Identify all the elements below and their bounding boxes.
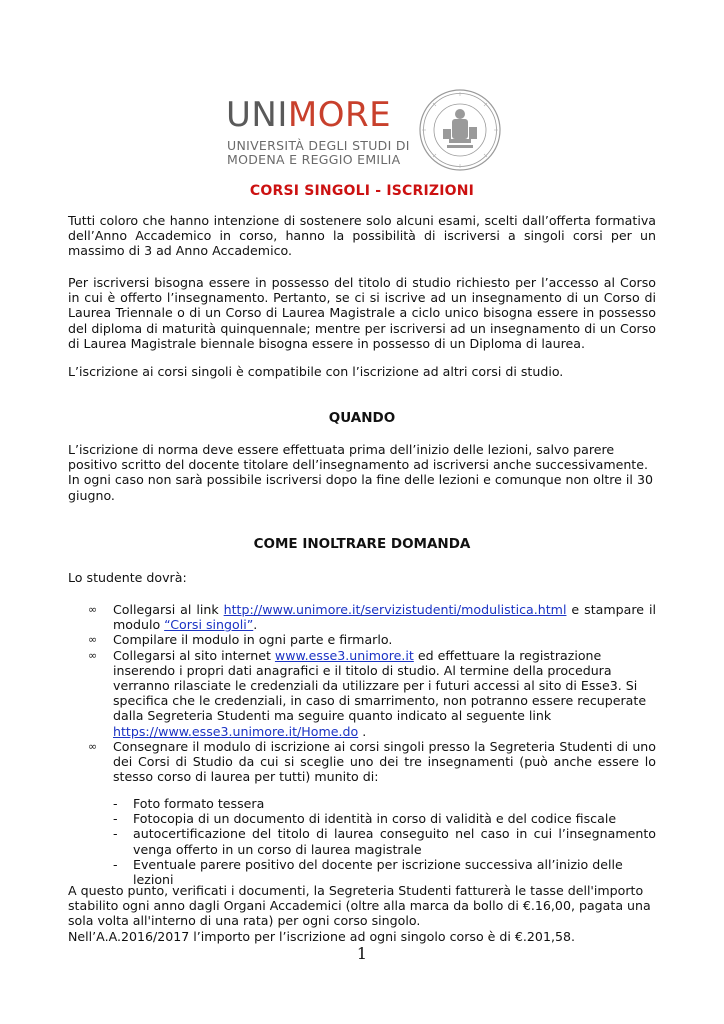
intro-paragraph-1: Tutti coloro che hanno intenzione di sostenere solo alcuni esami, scelti dall’offerta formativa dell’Anno Accademico in corso, hanno la possibilità di iscriversi a singoli corsi per un massimo di 3 ad Anno Accademico.	[68, 213, 656, 259]
logo-wordmark	[226, 95, 391, 135]
fee-paragraph: Nell’A.A.2016/2017 l’importo per l’iscrizione ad ogni singolo corso è di €.201,58.	[68, 929, 575, 944]
logo-subtitle-line1: UNIVERSITÀ DEGLI STUDI DI	[227, 138, 410, 153]
step4-text: Consegnare il modulo di iscrizione ai corsi singoli presso la Segreteria Studenti di uno dei Corsi di Studio da cui si sceglie uno dei tre insegnamenti (può anche essere lo stesso corso di laurea per tutti) munito di:	[113, 738, 656, 785]
list-item	[113, 811, 656, 826]
logo-subtitle	[227, 139, 410, 167]
page-title: CORSI SINGOLI - ISCRIZIONI	[249, 183, 475, 199]
list-item	[113, 796, 656, 811]
list-item	[113, 826, 656, 856]
logo-word-more: MORE	[287, 95, 392, 135]
step3-text-end: .	[358, 723, 367, 739]
esse3-site-link[interactable]: www.esse3.unimore.it	[274, 647, 414, 663]
bullet-icon: ∞	[88, 739, 98, 753]
list-item	[88, 739, 656, 785]
university-seal-icon	[419, 89, 501, 171]
step1-text-post: .	[253, 617, 258, 633]
documents-list	[113, 796, 656, 887]
document-item: Foto formato tessera	[133, 796, 265, 811]
dash-icon: -	[113, 826, 118, 842]
quando-heading: QUANDO	[328, 410, 396, 426]
modulistica-link[interactable]: http://www.unimore.it/servizistudenti/modulistica.html	[223, 602, 567, 617]
intro-paragraph-2: Per iscriversi bisogna essere in possesso del titolo di studio richiesto per l’accesso al Corso in cui è offerto l’insegnamento. Pertanto, se ci si iscrive ad un insegnamento di un Corso di Laurea Triennale o di un Corso di Laurea Magistrale a ciclo unico bisogna essere in possesso del diploma di maturità quinquennale; mentre per iscriversi ad un insegnamento di un Corso di Laurea Magistrale biennale bisogna essere in possesso di un Diploma di laurea.	[68, 275, 656, 351]
list-item	[88, 602, 656, 632]
intro-paragraph-3: L’iscrizione ai corsi singoli è compatibile con l’iscrizione ad altri corsi di studio.	[68, 364, 564, 379]
closing-paragraph: A questo punto, verificati i documenti, la Segreteria Studenti fatturerà le tasse dell'importo stabilito ogni anno dagli Organi Accademici (oltre alla marca da bollo di €.16,00, pagata una sola volta all'interno di una rata) per ogni corso singolo.	[68, 883, 651, 929]
document-item: Eventuale parere positivo del docente per iscrizione successiva all’inizio delle lezioni	[133, 856, 623, 888]
step3-text-post: ed effettuare la registrazione inserendo i propri dati anagrafici e il titolo di studio. Al termine della procedura verranno rilasciate le credenziali da utilizzare per i futuri accessi al sito di Esse3. Si specifica che le credenziali, in caso di smarrimento, non potranno essere recuperate dalla Segreteria Studenti ma seguire quanto indicato al seguente link	[113, 647, 647, 724]
steps-list	[88, 602, 656, 784]
corsi-singoli-link[interactable]: “Corsi singoli”	[164, 617, 254, 633]
bullet-icon: ∞	[88, 633, 98, 647]
list-item	[88, 648, 656, 739]
bullet-icon: ∞	[88, 648, 98, 662]
quando-paragraph: L’iscrizione di norma deve essere effettuata prima dell’inizio delle lezioni, salvo parere positivo scritto del docente titolare dell’insegnamento ad iscriversi anche successivamente. In ogni caso non sarà possibile iscriversi dopo la fine delle lezioni e comunque non oltre il 30 giugno.	[68, 442, 653, 503]
step1-text-mid: e stampare il modulo	[113, 602, 656, 633]
dash-icon: -	[113, 856, 118, 872]
step3-text-pre: Collegarsi al sito internet	[113, 647, 275, 663]
come-heading: COME INOLTRARE DOMANDA	[253, 536, 471, 552]
esse3-home-link[interactable]: https://www.esse3.unimore.it/Home.do	[113, 723, 359, 739]
come-lead: Lo studente dovrà:	[68, 570, 187, 585]
step1-text-pre: Collegarsi al link	[113, 602, 224, 617]
document-item: Fotocopia di un documento di identità in corso di validità e del codice fiscale	[133, 811, 617, 827]
logo-subtitle-line2: MODENA E REGGIO EMILIA	[227, 152, 401, 167]
dash-icon: -	[113, 811, 118, 827]
logo-word-uni: UNI	[226, 95, 288, 135]
list-item	[88, 632, 656, 647]
bullet-icon: ∞	[88, 603, 98, 616]
page-number: 1	[356, 944, 368, 963]
step2-text: Compilare il modulo in ogni parte e firmarlo.	[113, 632, 393, 648]
document-item: autocertificazione del titolo di laurea conseguito nel caso in cui l’insegnamento venga offerto in un corso di laurea magistrale	[133, 826, 656, 857]
dash-icon: -	[113, 796, 118, 811]
